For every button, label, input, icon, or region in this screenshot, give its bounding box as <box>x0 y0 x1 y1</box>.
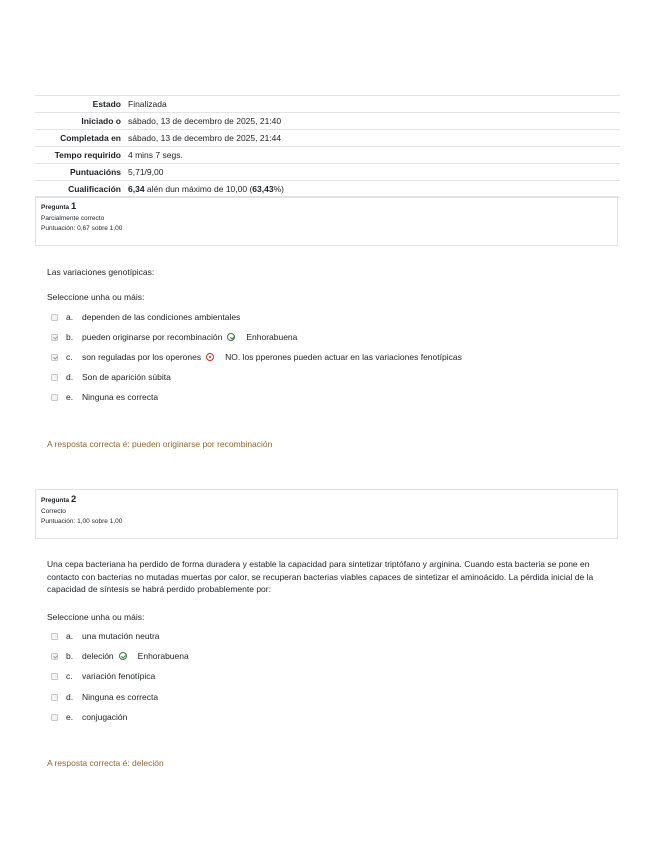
question-1-option-e[interactable] <box>51 391 158 403</box>
option-checkbox[interactable] <box>51 694 58 701</box>
option-checkbox[interactable] <box>51 714 58 721</box>
question-2-option-d[interactable] <box>51 691 158 703</box>
summary-row-time <box>35 147 620 164</box>
option-text: dependen de las condiciones ambientales <box>82 312 241 322</box>
summary-value: sábado, 13 de decembro de 2025, 21:44 <box>128 133 282 143</box>
grade-percent: 63,43 <box>252 184 274 194</box>
summary-label: Cualificación <box>68 184 121 194</box>
summary-label: Completada en <box>60 133 121 143</box>
question-2-prompt: Seleccione unha ou máis: <box>47 612 145 622</box>
summary-row-completed <box>35 130 620 147</box>
summary-label: Puntuacións <box>69 167 121 177</box>
option-letter: c. <box>66 671 73 681</box>
option-letter: c. <box>66 352 73 362</box>
summary-row-state <box>35 96 620 113</box>
question-state: Parcialmente correcto <box>41 214 105 222</box>
option-text: una mutación neutra <box>82 631 160 641</box>
option-checkbox[interactable] <box>51 374 58 381</box>
question-state: Correcto <box>41 507 66 515</box>
option-letter: e. <box>66 392 74 402</box>
summary-label: Tempo requirido <box>54 150 121 160</box>
option-feedback: Enhorabuena <box>137 651 189 661</box>
question-1-option-b[interactable] <box>51 331 297 343</box>
option-letter: a. <box>66 312 74 322</box>
question-2-option-a[interactable] <box>51 630 160 642</box>
option-text: deleción <box>82 651 114 661</box>
option-text: Son de aparición súbita <box>82 372 171 382</box>
summary-label: Iniciado o <box>81 116 121 126</box>
incorrect-icon <box>206 353 214 361</box>
option-text: variación fenotípica <box>82 671 156 681</box>
question-1-prompt: Seleccione unha ou máis: <box>47 292 145 302</box>
summary-value: 5,71/9,00 <box>128 167 164 177</box>
question-1-option-c[interactable] <box>51 351 462 363</box>
question-1-info <box>35 196 618 246</box>
option-letter: d. <box>66 692 74 702</box>
question-1-text: Las variaciones genotípicas: <box>47 267 155 277</box>
option-checkbox[interactable] <box>51 334 58 341</box>
question-mark: Puntuación: 0,67 sobre 1,00 <box>41 225 123 232</box>
option-checkbox[interactable] <box>51 314 58 321</box>
question-2-text: Una cepa bacteriana ha perdido de forma duradera y estable la capacidad para sintetizar triptófano y arginina. Cuando esta bacteria se pone en contacto con bacterias no mutadas muertas por calor, se recuperan bacterias viables capaces de sintetizar el aminoácido. La pérdida inicial de la capacidad de síntesis se habrá perdido probablemente por: <box>47 559 594 594</box>
summary-value <box>125 181 620 198</box>
question-2-info <box>35 489 618 539</box>
option-text: Ninguna es correcta <box>82 692 159 702</box>
question-1-right-answer: A resposta correcta é: pueden originarse por recombinación <box>47 439 273 449</box>
summary-label: Estado <box>92 99 121 109</box>
summary-value: sábado, 13 de decembro de 2025, 21:40 <box>128 116 282 126</box>
option-letter: b. <box>66 332 74 342</box>
option-letter: b. <box>66 651 74 661</box>
grade-end: %) <box>273 184 284 194</box>
summary-value: 4 mins 7 segs. <box>128 150 183 160</box>
grade-value: 6,34 <box>128 184 145 194</box>
option-checkbox[interactable] <box>51 653 58 660</box>
question-2-option-b[interactable] <box>51 650 189 662</box>
question-1-option-d[interactable] <box>51 371 171 383</box>
question-2-option-c[interactable] <box>51 670 155 682</box>
option-letter: a. <box>66 631 74 641</box>
option-checkbox[interactable] <box>51 633 58 640</box>
summary-value: Finalizada <box>128 99 167 109</box>
summary-row-started <box>35 113 620 130</box>
option-text: pueden originarse por recombinación <box>82 332 223 342</box>
option-text: son reguladas por los operones <box>82 352 202 362</box>
grade-middle: alén dun máximo de 10,00 ( <box>144 184 253 194</box>
question-number: Pregunta 1 <box>41 201 77 212</box>
option-checkbox[interactable] <box>51 354 58 361</box>
question-1-option-a[interactable] <box>51 311 240 323</box>
option-feedback: Enhorabuena <box>246 332 298 342</box>
option-text: Ninguna es correcta <box>82 392 159 402</box>
summary-row-marks <box>35 164 620 181</box>
question-2-right-answer: A resposta correcta é: deleción <box>47 758 164 768</box>
option-feedback: NO. los pperones pueden actuar en las variaciones fenotípicas <box>225 352 462 362</box>
option-letter: d. <box>66 372 74 382</box>
question-mark: Puntuación: 1,00 sobre 1,00 <box>41 518 123 525</box>
option-checkbox[interactable] <box>51 673 58 680</box>
summary-row-grade <box>35 181 620 198</box>
correct-icon <box>119 652 127 660</box>
option-text: conjugación <box>82 712 128 722</box>
option-letter: e. <box>66 712 74 722</box>
correct-icon <box>227 333 235 341</box>
review-summary-table <box>35 95 620 198</box>
option-checkbox[interactable] <box>51 394 58 401</box>
question-number: Pregunta 2 <box>41 494 77 505</box>
question-2-option-e[interactable] <box>51 711 127 723</box>
